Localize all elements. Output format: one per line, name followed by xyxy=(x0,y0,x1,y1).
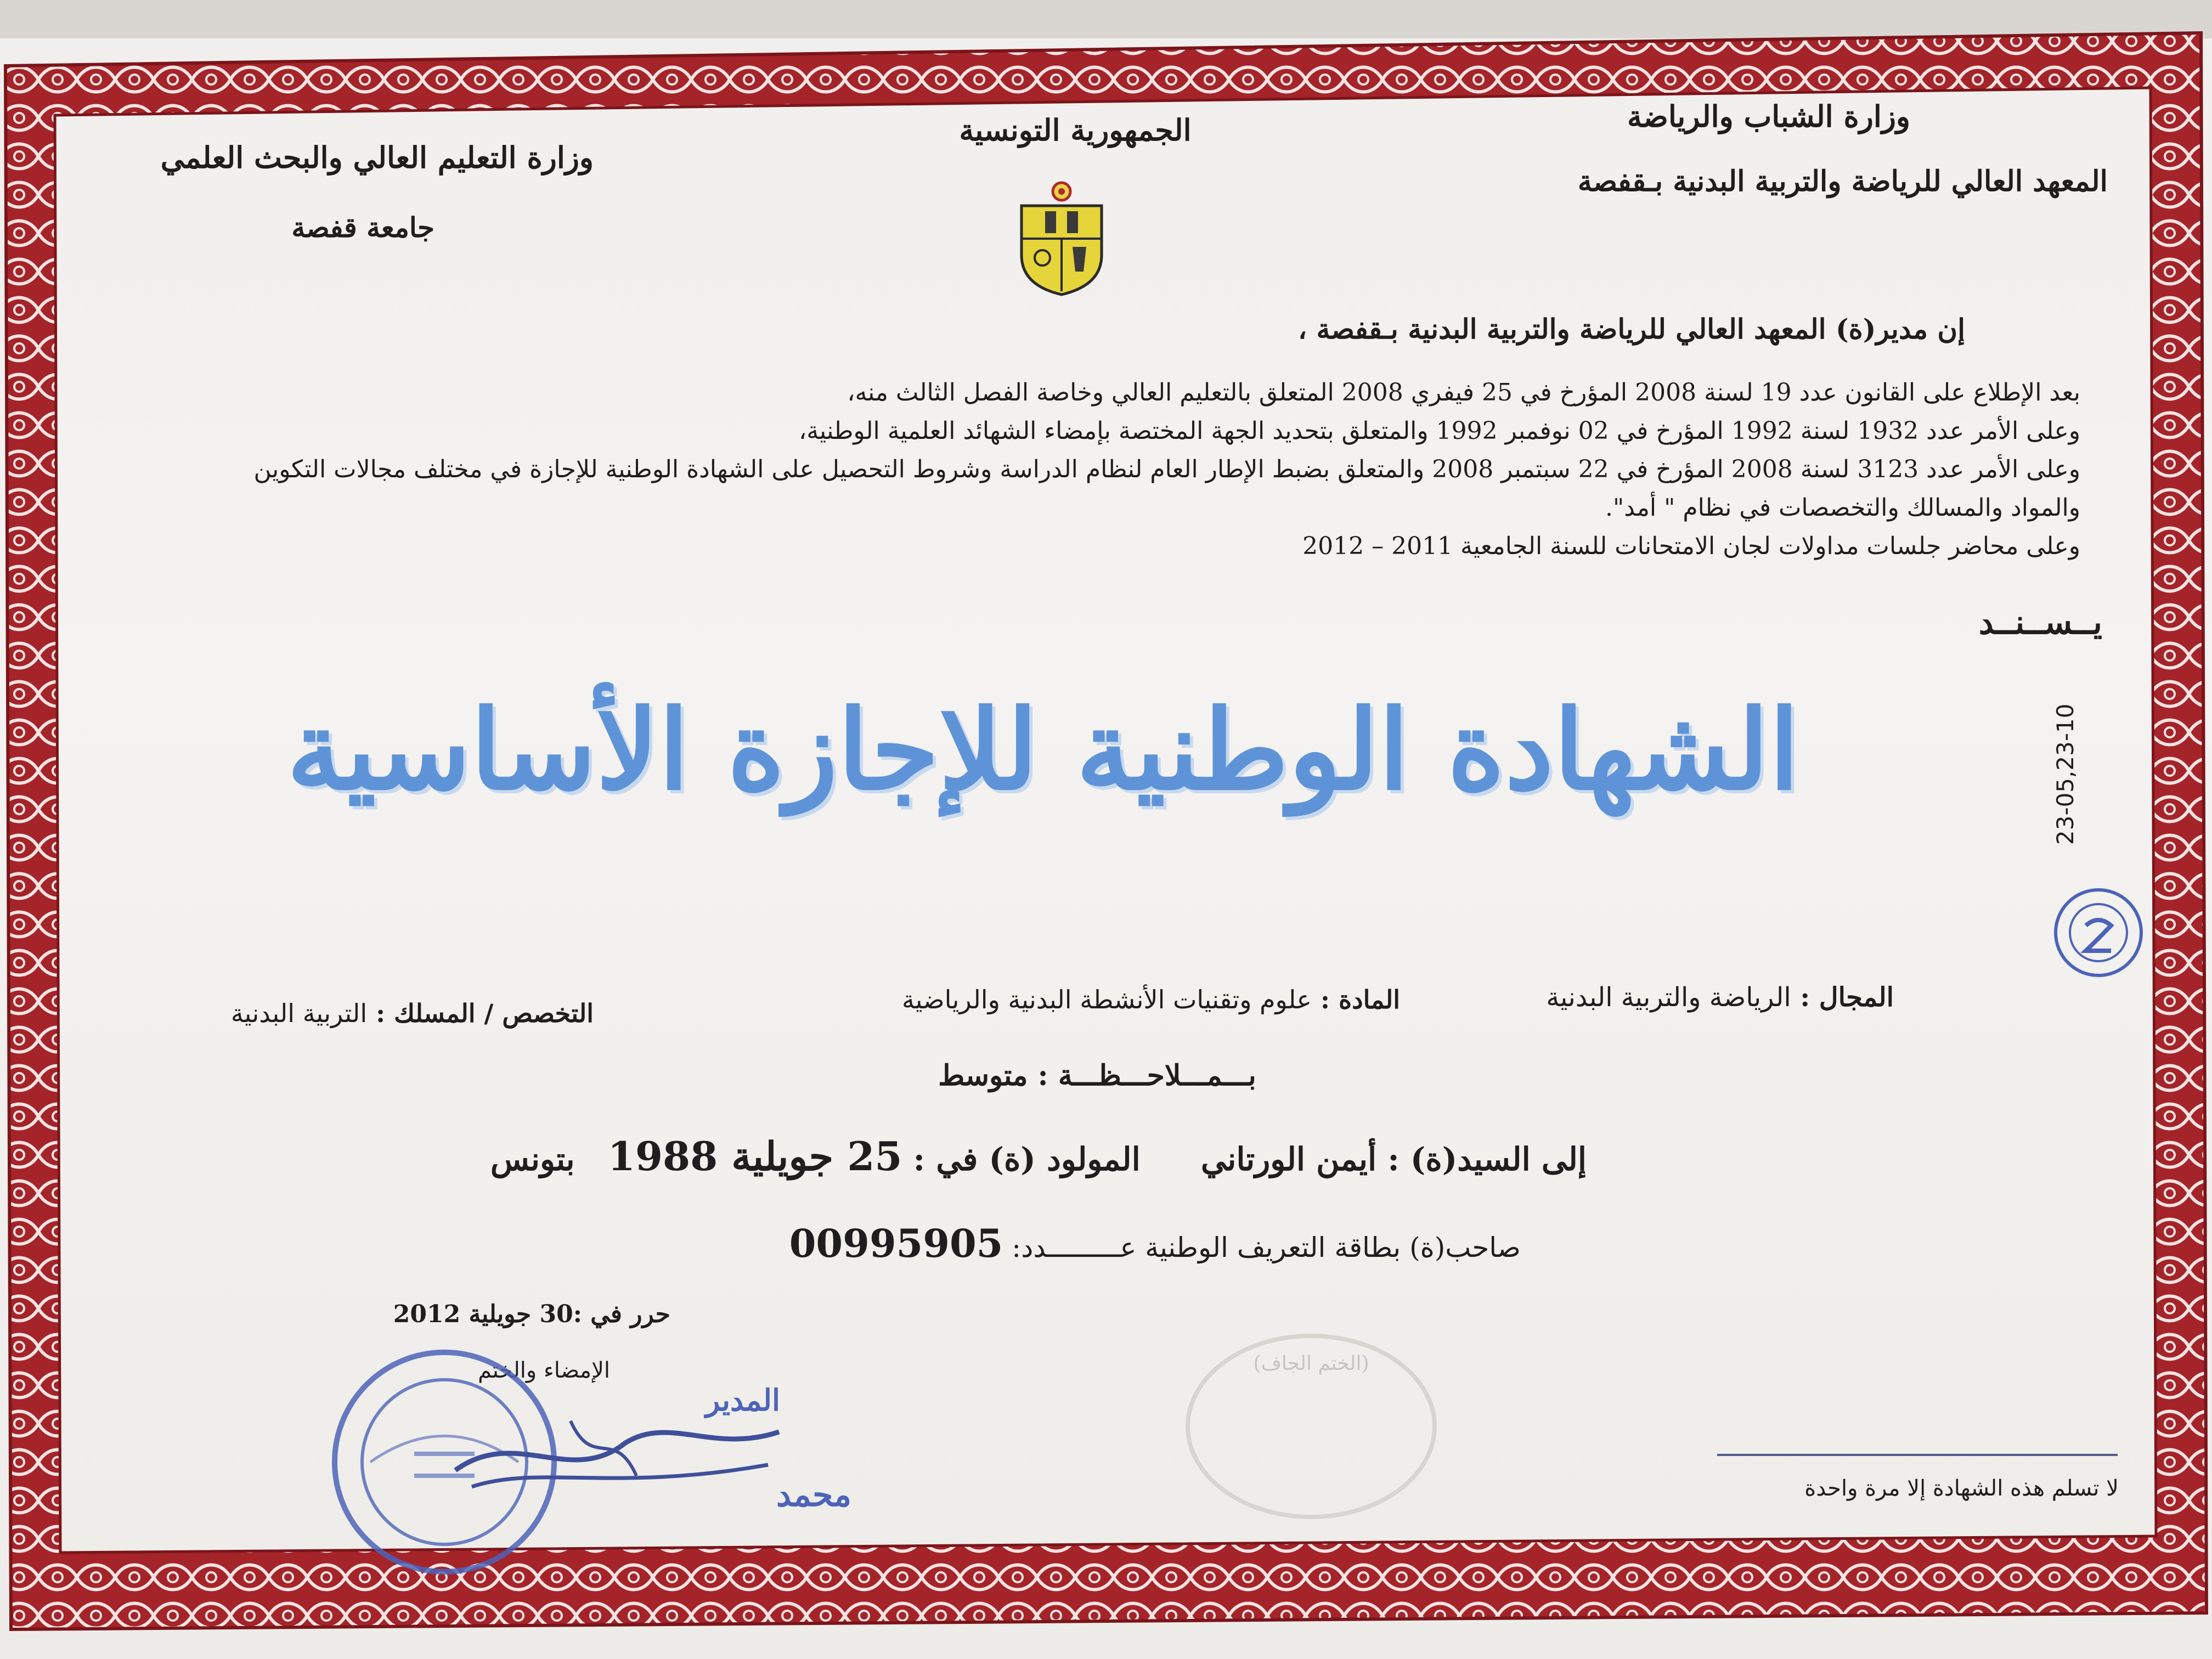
recipient-label: إلى السيد(ة) : xyxy=(1387,1141,1587,1178)
subject-row xyxy=(902,985,1400,1014)
left-university: جامعة قفصة xyxy=(291,211,435,244)
field-value: الرياضة والتربية البدنية xyxy=(1546,982,1791,1013)
notice-rule xyxy=(1717,1454,2118,1456)
round-stamp-icon xyxy=(2052,886,2145,979)
single-issue-notice: لا تسلم هذه الشهادة إلا مرة واحدة xyxy=(1804,1476,2119,1501)
consideration-5: وعلى محاضر جلسات مداولات لجان الامتحانات للسنة الجامعية 2011 – 2012 xyxy=(1302,532,2080,560)
subject-value: علوم وتقنيات الأنشطة البدنية والرياضية xyxy=(901,985,1312,1014)
right-institute: المعهد العالي للرياضة والتربية البدنية بـقفصة xyxy=(1577,165,2108,198)
grade-row xyxy=(823,1059,1372,1092)
intro-line: إن مدير(ة) المعهد العالي للرياضة والتربية البدنية بـقفصة ، xyxy=(1297,313,1965,345)
field-row xyxy=(1546,982,1894,1013)
specialty-row xyxy=(231,998,594,1028)
degree-title: الشهادة الوطنية للإجازة الأساسية xyxy=(286,686,1799,815)
issue-date: حرر في :30 جويلية 2012 xyxy=(393,1300,670,1328)
consideration-4: والمواد والمسالك والتخصصات في نظام " أمد". xyxy=(1605,494,2080,522)
signature-label: الإمضاء والختم xyxy=(478,1358,610,1383)
left-ministry: وزارة التعليم العالي والبحث العلمي xyxy=(160,140,594,175)
dry-seal-label: (الختم الجاف) xyxy=(1253,1352,1369,1375)
recipient-row xyxy=(490,1133,1587,1180)
id-number: 00995905 xyxy=(789,1221,1003,1266)
consideration-3: وعلى الأمر عدد 3123 لسنة 2008 المؤرخ في 22 سبتمبر 2008 والمتعلق بضبط الإطار العام لنظام الدراسة وشروط التحصيل على الشهادة الوطنية للإجازة في مختلف مجالات التكوين xyxy=(253,455,2080,483)
birth-label: المولود (ة) في : xyxy=(913,1141,1141,1178)
grade-value: متوسط xyxy=(938,1059,1028,1092)
director-label: المدير xyxy=(706,1383,780,1418)
recipient-name: أيمن الورتاني xyxy=(1200,1141,1377,1178)
director-name: محمد xyxy=(776,1476,851,1514)
tunisia-coat-of-arms-icon xyxy=(1015,178,1108,299)
right-ministry: وزارة الشباب والرياضة xyxy=(1627,99,1910,134)
id-label: صاحب(ة) بطاقة التعريف الوطنية عـــــــــدد: xyxy=(1012,1232,1521,1263)
grants-word: يــســنــد xyxy=(1978,603,2102,642)
side-code: 23-05,23-10 xyxy=(2052,703,2079,845)
consideration-1: بعد الإطلاع على القانون عدد 19 لسنة 2008 المؤرخ في 25 فيفري 2008 المتعلق بالتعليم العالي وخاصة الفصل الثالث منه، xyxy=(847,379,2080,407)
handwritten-signature-icon xyxy=(450,1404,790,1503)
grade-label: بـــمـــلاحـــظـــة : xyxy=(1037,1059,1256,1092)
field-label: المجال : xyxy=(1800,982,1894,1013)
id-row xyxy=(789,1221,1521,1266)
specialty-value: التربية البدنية xyxy=(230,998,368,1028)
birth-place: بتونس xyxy=(490,1141,575,1178)
consideration-2: وعلى الأمر عدد 1932 لسنة 1992 المؤرخ في 02 نوفمبر 1992 والمتعلق بتحديد الجهة المختصة بإمضاء الشهائد العلمية الوطنية، xyxy=(799,417,2080,445)
birth-date: 25 جويلية 1988 xyxy=(607,1133,902,1180)
subject-label: المادة : xyxy=(1321,985,1400,1014)
specialty-label: التخصص / المسلك : xyxy=(376,998,594,1028)
republic-title: الجمهورية التونسية xyxy=(959,112,1192,148)
